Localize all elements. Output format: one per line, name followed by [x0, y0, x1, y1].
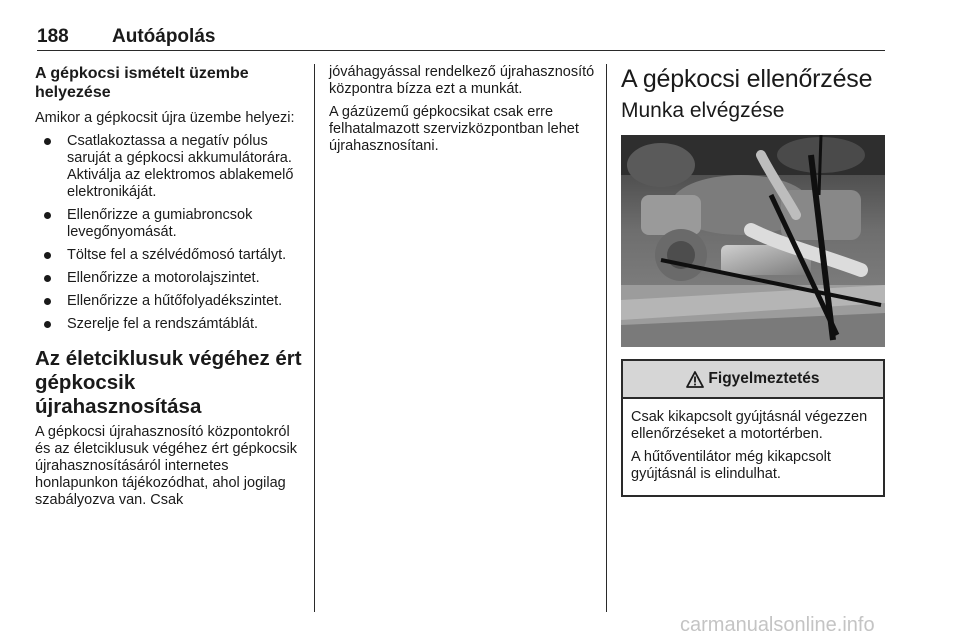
list-item: Töltse fel a szélvédőmosó tartályt. — [35, 247, 305, 264]
warning-header — [623, 361, 883, 399]
recycling-text-continued: jóváhagyással rendelkező újrahasznosító központra bízza ezt a munkát. — [329, 64, 595, 97]
column-right — [621, 64, 885, 497]
intro-text: Amikor a gépkocsit újra üzembe helyezi: — [35, 110, 295, 126]
list-item: Csatlakoztassa a negatív pólus saruját a gépkocsi akkumulátorára. Aktiválja az elektromos ablakemelő elektronikáját. — [35, 133, 305, 201]
bullet-icon — [44, 138, 51, 145]
list-item: Ellenőrizze a motorolajszintet. — [35, 270, 305, 287]
watermark: carmanualsonline.info — [680, 614, 875, 636]
warning-box — [621, 359, 885, 497]
list-item: Ellenőrizze a gumiabroncsok levegőnyomását. — [35, 207, 305, 241]
column-divider — [314, 64, 315, 612]
column-left — [35, 64, 305, 515]
bullet-icon — [44, 298, 51, 305]
bullet-icon — [44, 212, 51, 219]
column-divider — [606, 64, 607, 612]
gas-vehicle-text: A gázüzemű gépkocsikat csak erre felhatalmazott szervizközpontban lehet újrahasznosítani. — [329, 104, 579, 154]
restart-checklist — [35, 133, 305, 333]
page-header — [37, 24, 885, 51]
section-heading-restart: A gépkocsi ismételt üzembe helyezése — [35, 65, 249, 101]
warning-text: Csak kikapcsolt gyújtásnál végezzen ellenőrzéseket a motortérben. — [631, 409, 868, 442]
warning-body — [623, 399, 883, 495]
warning-title: Figyelmeztetés — [708, 370, 820, 387]
chapter-title: Autóápolás — [112, 26, 216, 47]
page-number: 188 — [37, 26, 69, 47]
subsection-title: Munka elvégzése — [621, 99, 785, 122]
section-heading-recycling: Az életciklusuk végéhez ért gépkocsik újrahasznosítása — [35, 347, 302, 418]
engine-bay-photo — [621, 135, 885, 347]
list-item: Szerelje fel a rendszámtáblát. — [35, 316, 305, 333]
bullet-icon — [44, 275, 51, 282]
chapter-section-title: A gépkocsi ellenőrzése — [621, 65, 873, 93]
column-middle — [329, 64, 597, 161]
bullet-icon — [44, 252, 51, 259]
recycling-text: A gépkocsi újrahasznosító központokról és az életciklusuk végéhez ért gépkocsik újrahasznosításáról internetes honlapunkon tájékozódhat, ahol jogilag szabályozva van. Csak — [35, 424, 297, 508]
bullet-icon — [44, 321, 51, 328]
warning-triangle-icon — [686, 371, 704, 388]
list-item: Ellenőrizze a hűtőfolyadékszintet. — [35, 293, 305, 310]
warning-text: A hűtőventilátor még kikapcsolt gyújtásnál is elindulhat. — [631, 449, 831, 482]
